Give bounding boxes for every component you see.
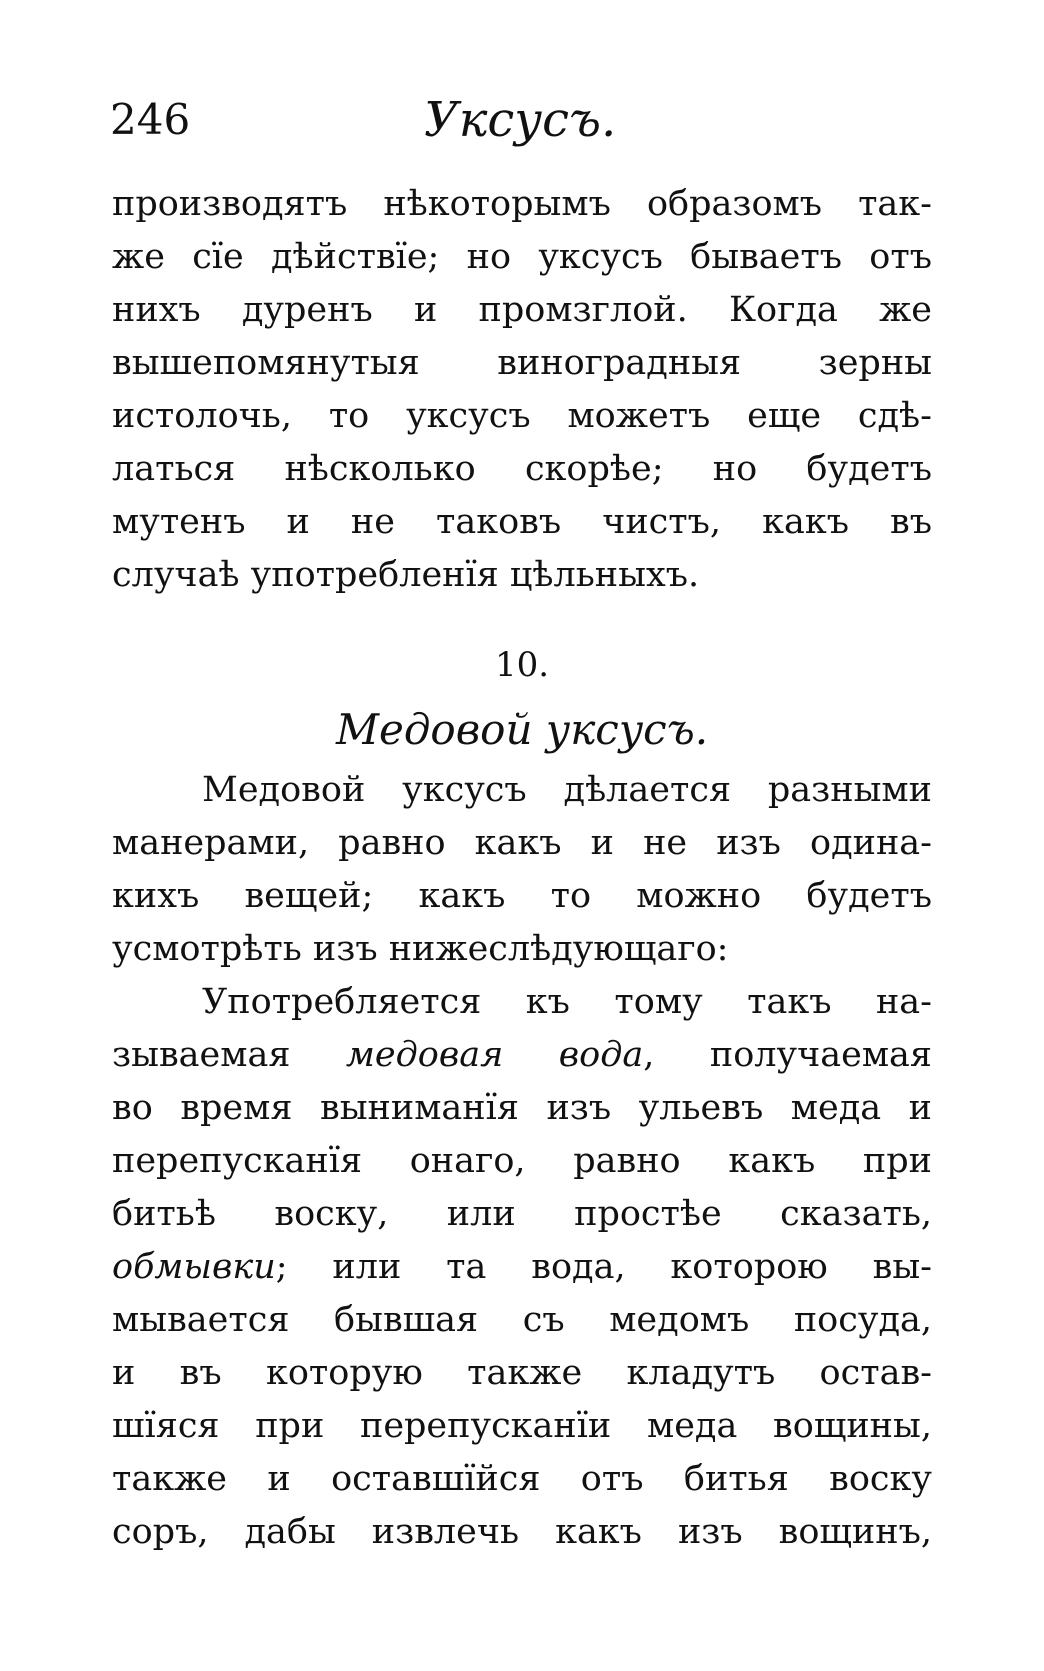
text-line: соръ, дабы извлечь какъ изъ вощинъ,	[112, 1512, 932, 1552]
text-line: также и оставшїйся отъ битья воску	[112, 1459, 932, 1499]
text-line: производятъ нѣкоторымъ образомъ так-	[112, 184, 932, 224]
text-line: усмотрѣть изъ нижеслѣдующаго:	[112, 929, 729, 969]
text-line: истолочь, то уксусъ можетъ еще сдѣ-	[112, 396, 932, 436]
running-title: Уксусъ.	[424, 92, 617, 148]
text-line: случаѣ употребленїя цѣльныхъ.	[112, 555, 700, 595]
text-fragment: зываемая	[112, 1035, 291, 1075]
text-line: мывается бывшая съ медомъ посуда,	[112, 1300, 932, 1340]
text-line: вышепомянутыя виноградныя зерны	[112, 343, 932, 383]
section-number: 10.	[494, 645, 550, 685]
text-line: перепусканїя онаго, равно какъ при	[112, 1141, 932, 1181]
text-line: нихъ дуренъ и промзглой. Когда же	[112, 290, 932, 330]
text-line: манерами, равно какъ и не изъ одина-	[112, 823, 932, 863]
page-number: 246	[110, 95, 191, 144]
text-line: кихъ вещей; какъ то можно будетъ	[112, 876, 932, 916]
page-header	[110, 90, 930, 150]
section-heading: Медовой уксусъ.	[335, 705, 709, 754]
text-line: и въ которую также кладутъ остав-	[112, 1353, 932, 1393]
italic-term: медовая вода	[345, 1035, 644, 1075]
text-line: битьѣ воску, или простѣе сказать,	[112, 1194, 932, 1234]
text-line	[112, 1241, 932, 1294]
text-line	[112, 1029, 932, 1082]
text-line: шїяся при перепусканїи меда вощины,	[112, 1406, 932, 1446]
text-line: мутенъ и не таковъ чистъ, какъ въ	[112, 502, 932, 542]
text-line: Медовой уксусъ дѣлается разными	[202, 770, 932, 810]
paragraph-2	[112, 764, 932, 1559]
text-line: Употребляется къ тому такъ на-	[202, 982, 932, 1022]
text-fragment: ; или та вода, которою вы-	[275, 1247, 932, 1287]
text-line: во время выниманїя изъ ульевъ меда и	[112, 1088, 932, 1128]
text-line: латься нѣсколько скорѣе; но будетъ	[112, 449, 932, 489]
paragraph-1	[112, 178, 932, 602]
italic-term: обмывки	[112, 1247, 276, 1287]
text-line: же сїе дѣйствїе; но уксусъ бываетъ отъ	[112, 237, 932, 277]
text-fragment: , получаемая	[643, 1035, 932, 1075]
